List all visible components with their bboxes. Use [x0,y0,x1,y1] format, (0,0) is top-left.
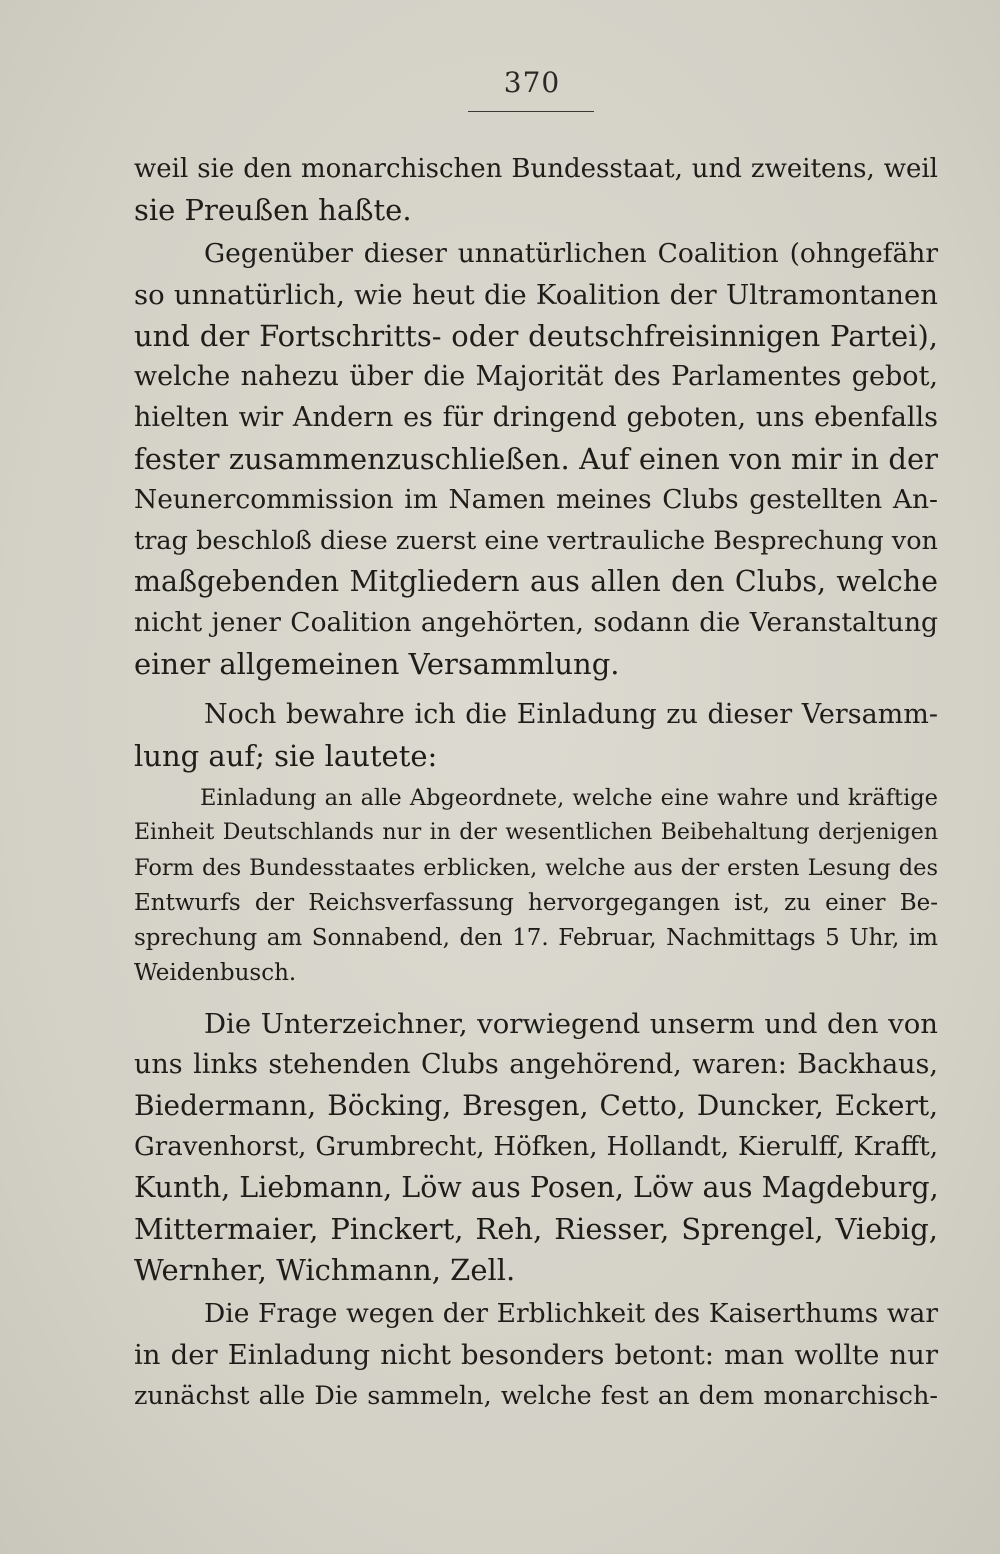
text-line: Gegenüber dieser unnatürlichen Coalition (ohngefähr [204,238,938,269]
text-line: Gravenhorst, Grumbrecht, Höfken, Hollandt, Kierulff, Krafft, [134,1132,938,1162]
page-number: 370 [503,66,561,99]
text-line: in der Einladung nicht besonders betont: man wollte nur [134,1339,938,1371]
text-line: so unnatürlich, wie heut die Koalition der Ultramontanen [134,279,938,311]
text-line: Biedermann, Böcking, Bresgen, Cetto, Duncker, Eckert, [134,1089,938,1122]
quote-line: Einheit Deutschlands nur in der wesentlichen Beibehaltung derjenigen [134,820,938,845]
text-line: hielten wir Andern es für dringend geboten, uns ebenfalls [134,402,938,433]
text-line: nicht jener Coalition angehörten, sodann die Veranstaltung [134,607,938,638]
text-line: Noch bewahre ich die Einladung zu dieser Versamm- [204,699,938,730]
text-line: Kunth, Liebmann, Löw aus Posen, Löw aus Magdeburg, [134,1171,939,1204]
text-line: Die Frage wegen der Erblichkeit des Kaiserthums war [204,1298,938,1329]
text-line: welche nahezu über die Majorität des Parlamentes gebot, [134,361,938,392]
quote-line: Entwurfs der Reichsverfassung hervorgegangen ist, zu einer Be- [134,890,938,916]
text-line: trag beschloß diese zuerst eine vertrauliche Besprechung von [134,526,938,556]
text-line: weil sie den monarchischen Bundesstaat, und zweitens, weil [134,154,938,184]
text-line: und der Fortschritts- oder deutschfreisinnigen Partei), [134,319,938,353]
header-rule [468,111,594,112]
text-line: Wernher, Wichmann, Zell. [134,1253,516,1287]
text-line: zunächst alle Die sammeln, welche fest an dem monarchisch- [134,1381,938,1411]
text-line: Mittermaier, Pinckert, Reh, Riesser, Sprengel, Viebig, [134,1212,938,1246]
text-line: maßgebenden Mitgliedern aus allen den Clubs, welche [134,565,938,598]
text-line: lung auf; sie lautete: [134,739,438,773]
quote-line: Einladung an alle Abgeordnete, welche eine wahre und kräftige [200,785,938,811]
quote-line: Form des Bundesstaates erblicken, welche aus der ersten Lesung des [134,855,938,881]
text-line: fester zusammenzuschließen. Auf einen von mir in der [134,442,938,476]
quote-line: Weidenbusch. [134,960,297,986]
text-line: einer allgemeinen Versammlung. [134,647,620,681]
text-line: Die Unterzeichner, vorwiegend unserm und den von [204,1008,938,1040]
quote-line: sprechung am Sonnabend, den 17. Februar, Nachmittags 5 Uhr, im [134,925,938,951]
text-line: sie Preußen haßte. [134,193,412,227]
text-line: uns links stehenden Clubs angehörend, waren: Backhaus, [134,1049,938,1080]
text-line: Neunercommission im Namen meines Clubs gestellten An- [134,484,938,515]
